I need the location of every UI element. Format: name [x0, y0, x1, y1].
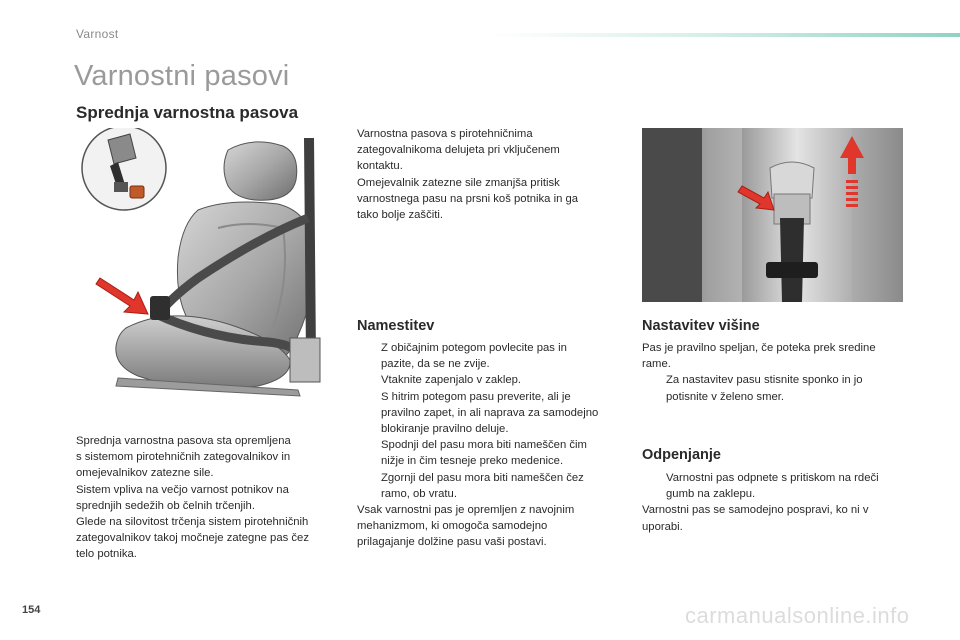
text-line: Vsak varnostni pas je opremljen z navojnim: [357, 504, 575, 517]
step-text-line: pravilno zapet, in ali naprava za samodejno: [381, 406, 599, 419]
height-heading: Nastavitev višine: [642, 318, 760, 334]
height-adjuster-photo: [642, 128, 903, 302]
text-line: Omejevalnik zatezne sile zmanjša pritisk: [357, 176, 560, 189]
text-line: Sistem vpliva na večjo varnost potnikov na: [76, 483, 289, 496]
unfastening-heading: Odpenjanje: [642, 447, 721, 463]
text-line: rame.: [642, 358, 671, 371]
text-line: Sprednja varnostna pasova sta opremljena: [76, 435, 291, 447]
step-text-line: blokiranje pravilno deluje.: [381, 423, 509, 436]
fastening-section: [357, 340, 632, 551]
intro-mid-paragraph: [357, 126, 627, 223]
text-line: kontaktu.: [357, 160, 403, 173]
text-line: varnostnega pasu na prsni koš potnika in ga: [357, 192, 579, 205]
list-item: [357, 470, 632, 502]
list-item: [642, 470, 910, 502]
step-text-line: gumb na zaklepu.: [666, 488, 756, 501]
step-text-line: pazite, da se ne zvije.: [381, 358, 490, 371]
intro-left-paragraph: [76, 433, 341, 563]
seat-belt-illustration: [78, 128, 336, 400]
red-arrow-icon: [96, 278, 148, 314]
text-line: s sistemom pirotehničnih zategovalnikov in: [76, 451, 291, 464]
section-subtitle: Sprednja varnostna pasova: [76, 103, 299, 122]
unfastening-section: [642, 470, 910, 535]
text-line: tako bolje zaščiti.: [357, 209, 444, 222]
list-item: [357, 437, 632, 469]
header-accent-bar: [490, 33, 960, 37]
step-text-line: Varnostni pas odpnete s pritiskom na rdeči: [666, 472, 879, 484]
list-item: [357, 340, 632, 372]
step-text-line: Za nastavitev pasu stisnite sponko in jo: [666, 374, 863, 387]
step-text-line: Zgornji del pasu mora biti nameščen čez: [381, 471, 584, 484]
section-label: Varnost: [76, 27, 119, 41]
unfastening-steps: [642, 470, 910, 502]
step-text-line: Spodnji del pasu mora biti nameščen čim: [381, 439, 587, 452]
text-line: Pas je pravilno speljan, če poteka prek sredine: [642, 342, 876, 354]
step-text-line: Z običajnim potegom povlecite pas in: [381, 342, 567, 354]
fastening-heading: Namestitev: [357, 318, 435, 334]
step-text-line: S hitrim potegom pasu preverite, ali je: [381, 390, 571, 403]
text-line: uporabi.: [642, 520, 683, 533]
text-line: mehanizmom, ki omogoča samodejno: [357, 520, 548, 533]
text-line: Glede na silovitost trčenja sistem pirotehničnih: [76, 516, 309, 529]
page-title: Varnostni pasovi: [74, 60, 290, 92]
text-line: prilagajanje dolžine pasu vaši postavi.: [357, 536, 547, 549]
list-item: [357, 372, 632, 388]
text-line: zategovalnikov takoj močneje zategne pas čez: [76, 532, 309, 545]
step-text-line: nižje in čim tesneje preko medenice.: [381, 455, 564, 468]
watermark-link[interactable]: carmanualsonline.info: [685, 603, 910, 628]
list-item: [642, 372, 910, 404]
step-text-line: ramo, ob vratu.: [381, 487, 457, 500]
list-item: [357, 389, 632, 438]
text-line: zategovalnikoma delujeta pri vključenem: [357, 144, 560, 157]
height-steps: [642, 372, 910, 404]
step-text-line: potisnite v želeno smer.: [666, 390, 785, 403]
step-text-line: Vtaknite zapenjalo v zaklep.: [381, 374, 522, 387]
text-line: omejevalnikov zatezne sile.: [76, 467, 214, 480]
text-line: sprednjih sedežih ob čelnih trčenjih.: [76, 499, 255, 512]
fastening-steps: [357, 340, 632, 502]
page-number: 154: [22, 604, 41, 616]
height-section: [642, 340, 910, 405]
text-line: Varnostni pas se samodejno pospravi, ko ni v: [642, 504, 869, 517]
text-line: Varnostna pasova s pirotehničnima: [357, 128, 533, 140]
text-line: telo potnika.: [76, 548, 137, 561]
